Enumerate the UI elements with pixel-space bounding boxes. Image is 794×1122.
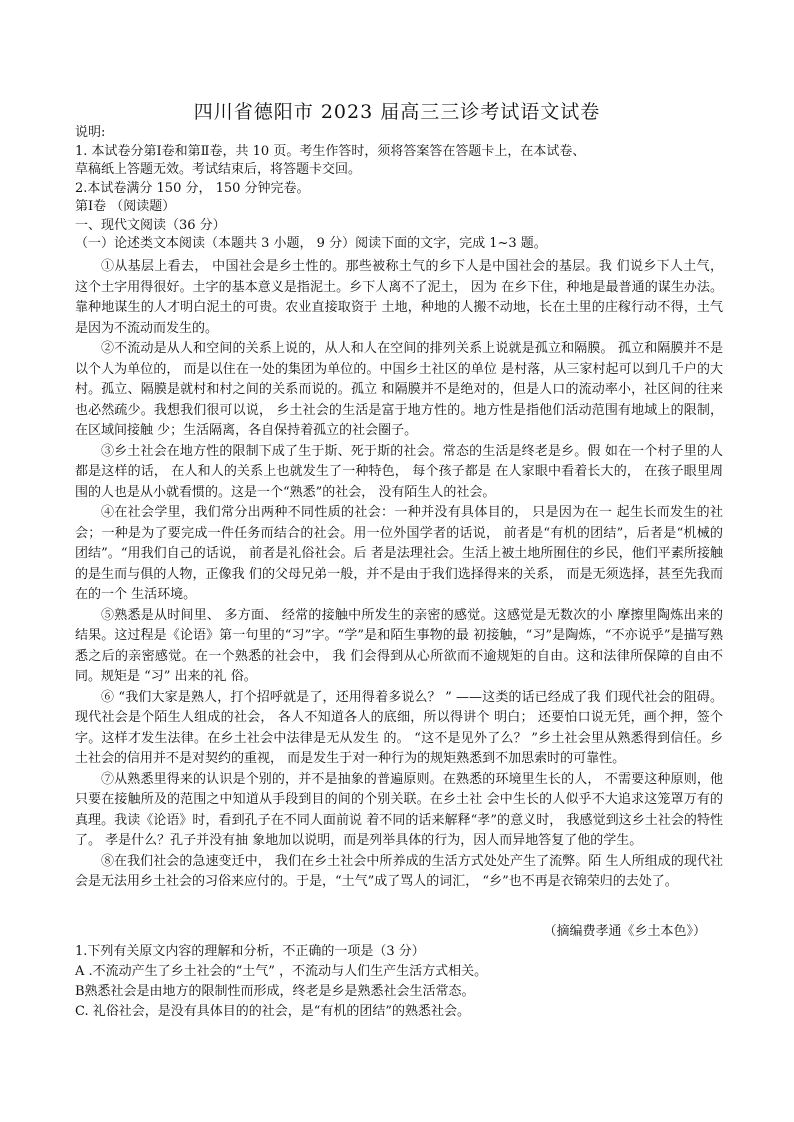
question-stem: 1.下列有关原文内容的理解和分析，不正确的一项是（3 分） (75, 944, 425, 959)
paragraph-7: ⑦从熟悉里得来的认识是个别的，并不是抽象的普遍原则。在熟悉的环境里生长的人， 不需要这种原则，他只要在接触所及的范围之中知道从手段到目的间的个别关联。在乡土社 会中生长的人似乎不大追求这笼罩万有的真理。我读《论语》时，看到孔子在不同人面前说 着不同的话来解释“孝”的意义时， 我感觉到这乡土社会的特性了。 孝是什么？孔子并没有抽 象地加以说明，而是列举具体的行为，因人而异地答复了他的学生。 (75, 771, 723, 848)
paragraph-1: ①从基层上看去， 中国社会是乡土性的。那些被称土气的乡下人是中国社会的基层。我 们说乡下人土气， 这个土字用得很好。土字的基本意义是指泥土。乡下人离不了泥土， 因为 在乡下住，种地是最普通的谋生办法。靠种地谋生的人才明白泥土的可贵。农业直接取资于 土地，种地的人搬不动地，长在土里的庄稼行动不得，土气是因为不流动而发生的。 (75, 259, 723, 336)
part-heading: 第Ⅰ卷 （阅读题） (75, 199, 176, 214)
option-a: A .不流动产生了乡土社会的“土气” ，不流动与人们生产生活方式相关。 (75, 964, 488, 979)
instructions-item-2: 2.本试卷满分 150 分， 150 分钟完卷。 (75, 180, 310, 196)
instructions-item-1: 1. 本试卷分第Ⅰ卷和第Ⅱ卷，共 10 页。考生作答时，须将答案答在答题卡上，在本试卷、 (75, 143, 586, 159)
paragraph-6: ⑥ “我们大家是熟人，打个招呼就是了，还用得着多说么？ ” ——这类的话已经成了我 们现代社会的阻碍。现代社会是个陌生人组成的社会， 各人不知道各人的底细，所以得讲个 明白； 还要怕口说无凭，画个押，签个字。这样才发生法律。在乡土社会中法律是无从发生 的。 “这不是见外了么？ ”乡土社会里从熟悉得到信任。乡土社会的信用并不是对契约的重视， 而是发生于对一种行为的规矩熟悉到不加思索时的可靠性。 (75, 689, 723, 766)
reading-passage (75, 257, 723, 893)
option-b: B熟悉社会是由地方的限制性而形成，终老是乡是熟悉社会生活常态。 (75, 984, 475, 999)
instructions-heading: 说明: (75, 125, 106, 140)
paragraph-8: ⑧在我们社会的急速变迁中， 我们在乡土社会中所养成的生活方式处处产生了流弊。陌 生人所组成的现代社会是无法用乡土社会的习俗来应付的。于是，“土气”成了骂人的词汇， “乡”也不再是衣锦荣归的去处了。 (75, 853, 723, 889)
question-1 (75, 942, 735, 1022)
paragraph-3: ③乡土社会在地方性的限制下成了生于斯、死于斯的社会。常态的生活是终老是乡。假 如在一个村子里的人都是这样的话， 在人和人的关系上也就发生了一种特色， 每个孩子都是 在人家眼中看着长大的， 在孩子眼里周围的人也是从小就看惯的。这是一个“熟悉”的社会， 没有陌生人的社会。 (75, 443, 723, 500)
paragraph-2: ②不流动是从人和空间的关系上说的，从人和人在空间的排列关系上说就是孤立和隔膜。 孤立和隔膜并不是以个人为单位的， 而是以住在一处的集团为单位的。中国乡土社区的单位 是村落，从三家村起可以到几千户的大村。孤立、隔膜是就村和村之间的关系而说的。孤立 和隔膜并不是绝对的，但是人口的流动率小，社区间的往来也必然疏少。我想我们很可以说， 乡土社会的生活是富于地方性的。地方性是指他们活动范围有地域上的限制， 在区域间接触 少；生活隔离，各自保持着孤立的社会圈子。 (75, 341, 723, 438)
instructions-item-1-cont: 草稿纸上答题无效。考试结束后，将答题卡交回。 (75, 162, 362, 177)
paragraph-5: ⑤熟悉是从时间里、 多方面、 经常的接触中所发生的亲密的感觉。这感觉是无数次的小 摩擦里陶炼出来的结果。这过程是《论语》第一句里的“习”字。“学”是和陌生事物的最 初接触，“习”是陶炼，“不亦说乎”是描写熟悉之后的亲密感觉。在一个熟悉的社会中， 我 们会得到从心所欲而不逾规矩的自由。这和法律所保障的自由不同。规矩是 “习” 出来的礼 俗。 (75, 607, 723, 684)
page-title: 四川省德阳市 2023 届高三三诊考试语文试卷 (193, 101, 601, 123)
section-heading: 一、现代文阅读（36 分） (75, 217, 226, 233)
paragraph-4: ④在社会学里，我们常分出两种不同性质的社会：一种并没有具体目的， 只是因为在一 起生长而发生的社会；一种是为了要完成一件任务而结合的社会。用一位外国学者的话说， 前者是“有机的团结”，后者是“机械的团结”。“用我们自己的话说， 前者是礼俗社会。后 者是法理社会。生活上被土地所囿住的乡民，他们平素所接触的是生而与俱的人物，正像我 们的父母兄弟一般，并不是由于我们选择得来的关系， 而是无须选择，甚至先我而在的一个 生活环境。 (75, 505, 723, 602)
option-c: C. 礼俗社会，是没有具体目的的社会，是“有机的团结”的熟悉社会。 (75, 1004, 471, 1019)
instructions (75, 124, 723, 254)
subsection-heading: （一）论述类文本阅读（本题共 3 小题， 9 分）阅读下面的文字，完成 1~3 题。 (75, 236, 547, 251)
passage-source: （摘编费孝通《乡土本色》） (543, 924, 706, 939)
